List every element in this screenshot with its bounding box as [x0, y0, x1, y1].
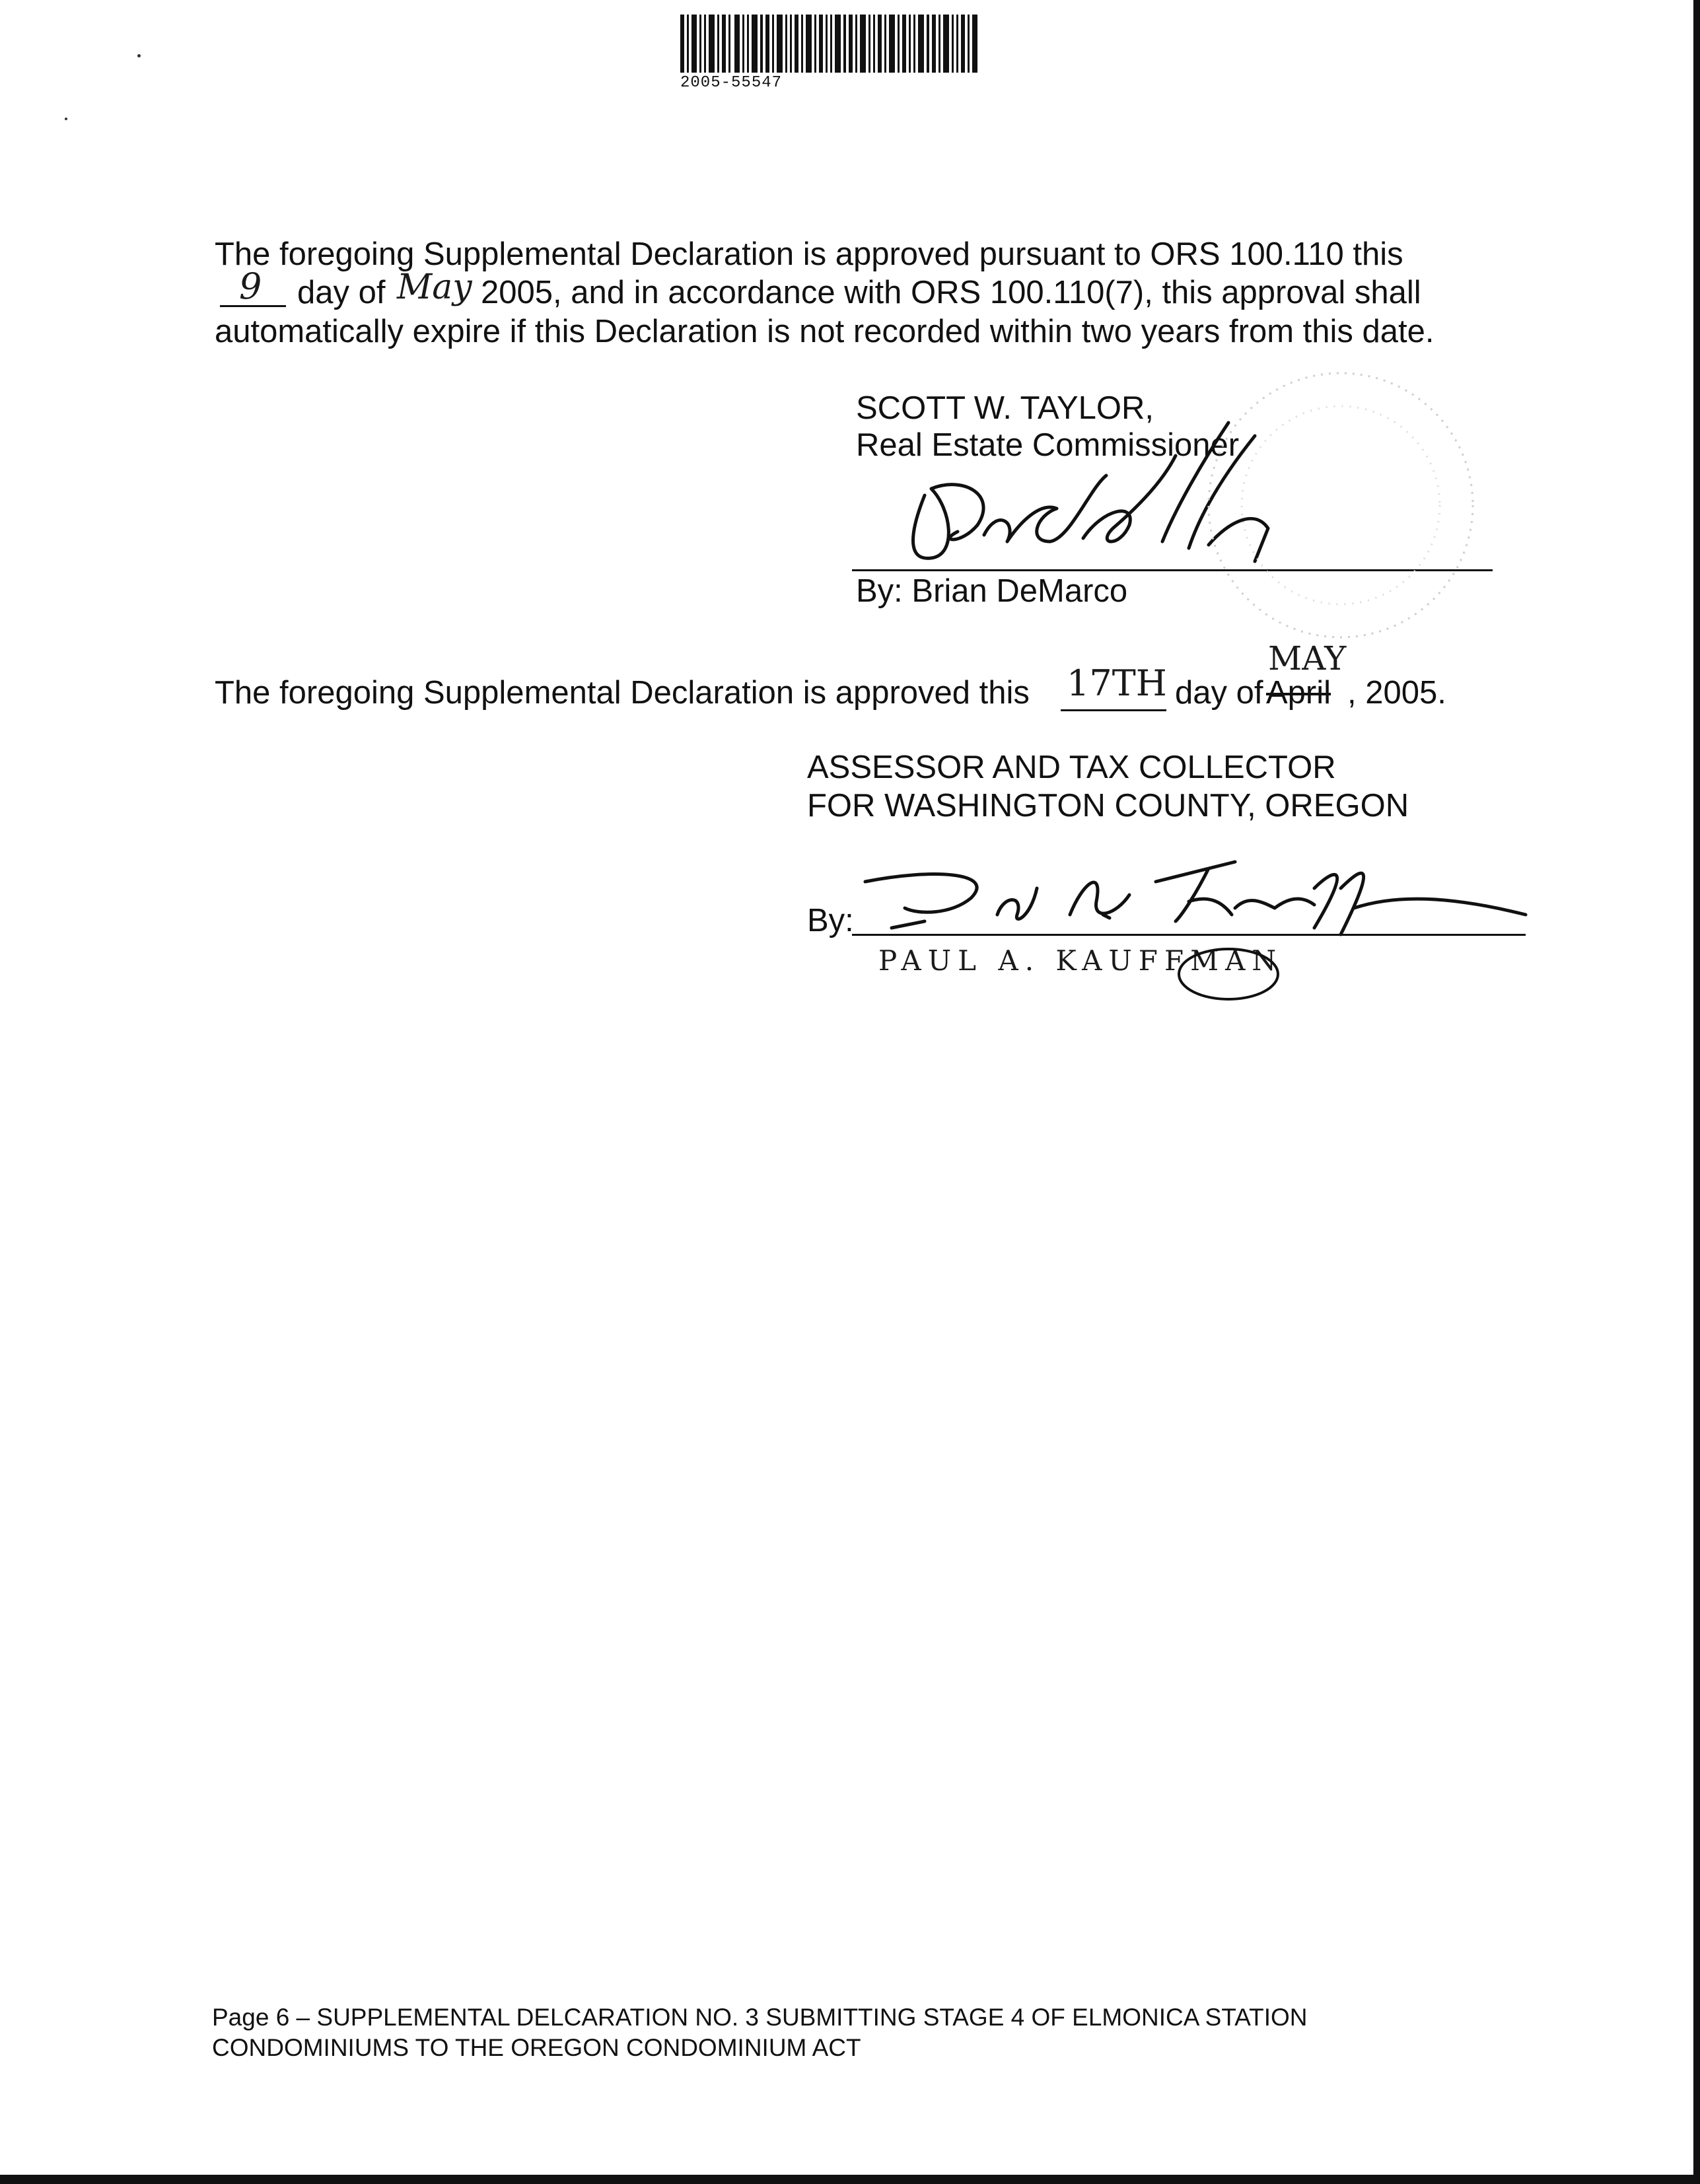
assessor-handwritten-name: PAUL A. KAUFFMAN	[878, 944, 1283, 977]
approval-1-line-1: The foregoing Supplemental Declaration is approved pursuant to ORS 100.110 this	[215, 236, 1403, 272]
footer-line-1: Page 6 – SUPPLEMENTAL DELCARATION NO. 3 SUBMITTING STAGE 4 OF ELMONICA STATION	[212, 2004, 1308, 2031]
assessor-by-label: By:	[807, 903, 854, 938]
approval-1-line-2: 2005, and in accordance with ORS 100.110(7), this approval shall	[481, 275, 1421, 310]
approval-1-day-of: day of	[297, 275, 386, 310]
scan-border-right	[1693, 0, 1700, 2184]
handwritten-day-2: 17TH	[1067, 662, 1167, 704]
footer-line-2: CONDOMINIUMS TO THE OREGON CONDOMINIUM ACT	[212, 2034, 861, 2061]
embossed-seal	[1189, 350, 1493, 660]
struck-month: April	[1266, 675, 1331, 711]
scan-speck	[65, 118, 67, 120]
approval-1-line-3: automatically expire if this Declaration is not recorded within two years from this date.	[215, 314, 1434, 349]
approval-2-day-of: day of	[1175, 675, 1263, 711]
handwritten-loop	[1169, 938, 1288, 1004]
handwritten-day-1: 9	[239, 265, 262, 307]
commissioner-title: Real Estate Commissioner	[856, 427, 1240, 463]
barcode-icon	[680, 15, 977, 73]
assessor-line-2: FOR WASHINGTON COUNTY, OREGON	[807, 788, 1409, 824]
day-blank-2	[1061, 709, 1166, 711]
scan-speck	[137, 54, 141, 57]
approval-2-year: , 2005.	[1347, 675, 1446, 711]
approval-2-text: The foregoing Supplemental Declaration is approved this	[215, 675, 1030, 711]
scan-border-bottom	[0, 2175, 1700, 2184]
barcode-number: 2005-55547	[680, 74, 783, 92]
assessor-line-1: ASSESSOR AND TAX COLLECTOR	[807, 750, 1336, 785]
handwritten-month-1: May	[397, 267, 472, 307]
commissioner-by-line: By: Brian DeMarco	[856, 573, 1128, 609]
handwritten-month-2: MAY	[1268, 639, 1347, 678]
commissioner-name: SCOTT W. TAYLOR,	[856, 390, 1154, 426]
